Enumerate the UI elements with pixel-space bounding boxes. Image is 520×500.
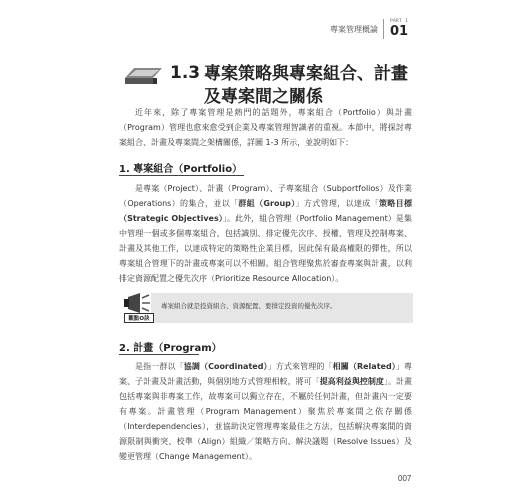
section-number: 1.3 — [170, 63, 201, 83]
laptop-icon — [124, 63, 164, 85]
part-marker — [383, 19, 418, 39]
subsection-heading-program: 2. 計畫（Program） — [119, 343, 222, 354]
portfolio-paragraph: 是專案（Project）、計畫（Program）、子專案組合（Subportfolios）及作業（Operations）的集合，並以「群組（Group）」方式管理，以達成「策略目標（Strategic Objectives）」。此外，組合管理（Portfolio Management）是集中管理一個或多個專案組合，包括識別、排定優先次序、授權、管理及控制專案、計畫及其他工作，以達成特定的策略性企業目標，因此保有最高權限的彈性，所以專案組合管理下的計畫或專案可以不相關。組合管理聚焦於審查專案與計畫，以利排定資源配置之優先次序（Prioritize Resource Allocation）。 — [119, 184, 412, 283]
subsection-heading-portfolio: 1. 專案組合（Portfolio） — [119, 164, 243, 175]
tip-label: 觀點O訣 — [124, 313, 154, 323]
tip-box — [151, 293, 413, 323]
page-number: 007 — [398, 474, 412, 483]
intro-paragraph: 近年來，除了專案管理是熱門的話題外，專案組合（Portfolio）與計畫（Program）管理也愈來愈受到企業及專案管理智識者的重視。本節中，將探討專案組合、計畫及專案間之架構關係，詳圖 1-3 所示，並說明如下： — [119, 108, 412, 147]
section-title: 專案策略與專案組合、計畫及專案間之關係 — [204, 64, 408, 107]
subsection-underline — [119, 175, 244, 176]
part-number: 01 — [390, 24, 409, 39]
running-header-title: 專案管理概論 — [330, 25, 378, 34]
subsection-underline — [119, 354, 199, 355]
part-label: PART 1 — [390, 19, 409, 24]
tip-text: 專案組合就是投資組合、資源配置、要排定投資的優先次序。 — [161, 302, 337, 310]
program-paragraph: 是指一群以「協調（Coordinated）」方式來管理的「相關（Related）」專案、子計畫及計畫活動，與個別地方式管理相較，將可「提高利益與控制度」。計畫包括專案與非專案工作，故專案可以獨立存在，不屬於任何計畫，但計畫內一定要有專案。計畫管理（Program Management）聚焦於專案間之依存關係（Interdependencies），並協助決定管理專案最佳之方法，包括解決專案間的資源限制與衝突、校準（Align）組織／策略方向、解決議題（Resolve Issues）及變更管理（Change Management）。 — [119, 362, 413, 461]
